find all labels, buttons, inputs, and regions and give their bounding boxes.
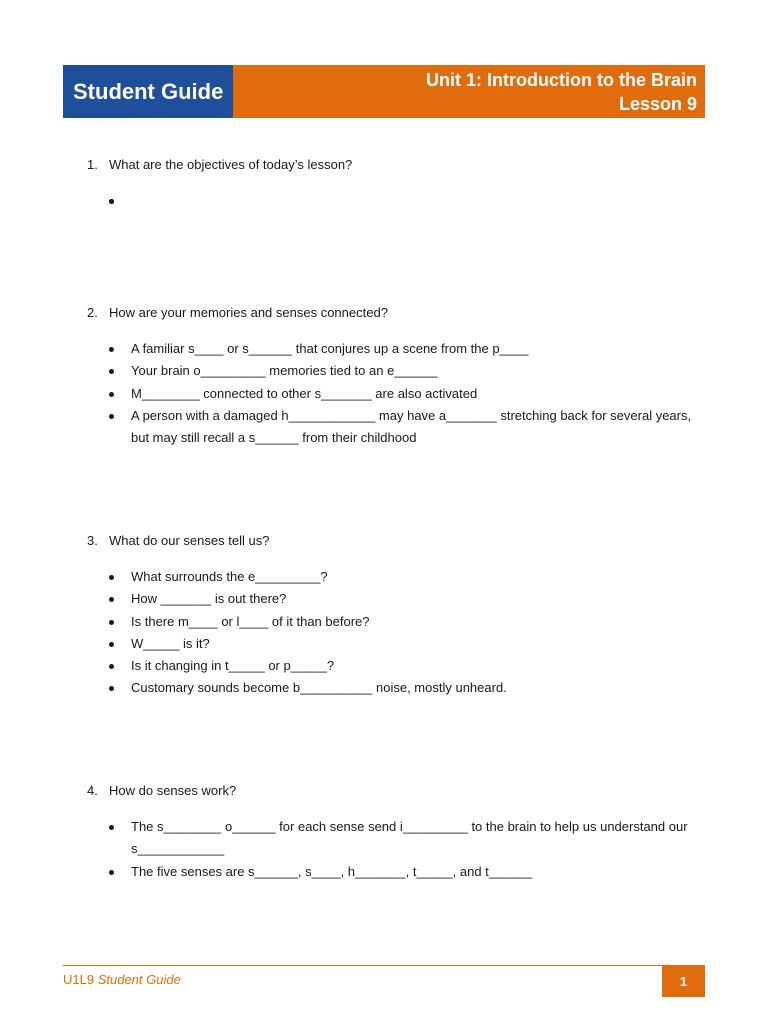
- question-text: What do our senses tell us?: [109, 533, 270, 548]
- list-item: What surrounds the e_________?: [109, 566, 699, 588]
- list-item: Customary sounds become b__________ noise, mostly unheard.: [109, 677, 699, 699]
- question-number: 4.: [87, 783, 98, 798]
- header-banner: [63, 65, 705, 118]
- question-text: How do senses work?: [109, 783, 237, 798]
- footer-label: [63, 972, 181, 987]
- unit-title-block: [233, 65, 705, 118]
- list-item: How _______ is out there?: [109, 588, 699, 610]
- unit-title: Unit 1: Introduction to the Brain: [426, 69, 697, 90]
- question-text: What are the objectives of today’s lesson?: [109, 157, 353, 172]
- question-number: 1.: [87, 157, 98, 172]
- list-item: The five senses are s______, s____, h_______, t_____, and t______: [109, 861, 699, 883]
- question-2-bullets: [109, 338, 699, 449]
- list-item: Is it changing in t_____ or p_____?: [109, 655, 699, 677]
- list-item: W_____ is it?: [109, 633, 699, 655]
- question-1: [87, 157, 352, 172]
- question-3: [87, 533, 269, 548]
- lesson-label: Lesson 9: [618, 93, 697, 114]
- question-4-bullets: [109, 816, 699, 883]
- list-item: M________ connected to other s_______ are also activated: [109, 383, 699, 405]
- question-number: 2.: [87, 305, 98, 320]
- list-item: Your brain o_________ memories tied to an e______: [109, 360, 699, 382]
- list-item: Is there m____ or l____ of it than before?: [109, 611, 699, 633]
- list-item: A person with a damaged h____________ may have a_______ stretching back for several years, but may still recall a s______ from their childhood: [109, 405, 699, 450]
- question-number: 3.: [87, 533, 98, 548]
- question-2: [87, 305, 388, 320]
- question-4: [87, 783, 236, 798]
- guide-label: Student Guide: [63, 65, 233, 118]
- footer-code: U1L9: [63, 972, 95, 987]
- footer-divider: [63, 965, 705, 966]
- page-number: 1: [662, 965, 705, 997]
- list-item: The s________ o______ for each sense send i_________ to the brain to help us understand our s____________: [109, 816, 699, 861]
- question-3-bullets: [109, 566, 699, 700]
- list-item: A familiar s____ or s______ that conjures up a scene from the p____: [109, 338, 699, 360]
- footer-guide: Student Guide: [97, 972, 181, 987]
- question-text: How are your memories and senses connected?: [109, 305, 388, 320]
